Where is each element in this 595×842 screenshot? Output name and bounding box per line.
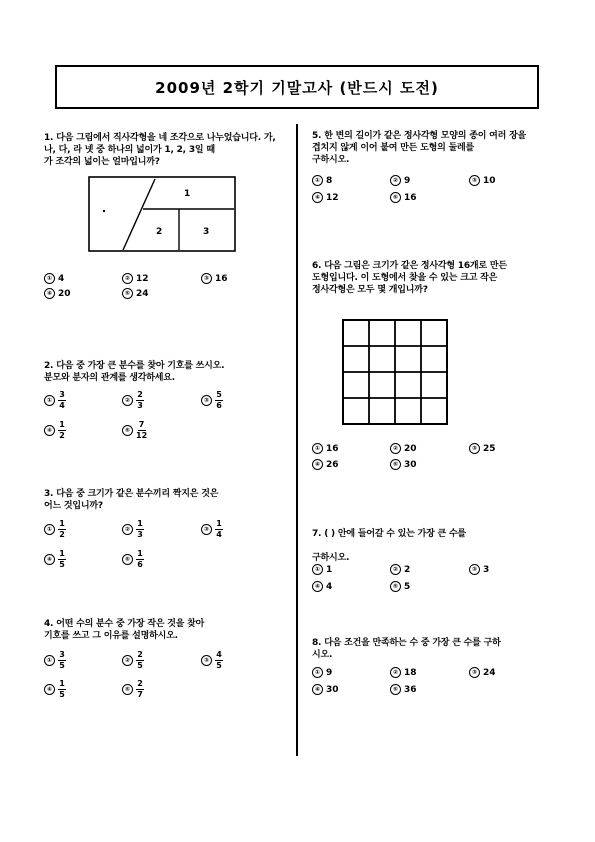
denominator: 5 <box>216 661 222 670</box>
q6-option-2[interactable] <box>390 443 417 454</box>
option-marker: ③ <box>201 273 212 284</box>
numerator: 1 <box>59 420 65 429</box>
option-marker: ③ <box>469 564 480 575</box>
question-2-line-2: 분모와 분자의 관계를 생각하세요. <box>44 373 175 383</box>
option-marker: ⑤ <box>122 425 133 436</box>
denominator: 2 <box>59 431 65 440</box>
option-marker: ② <box>390 443 401 454</box>
option-label: 1 <box>326 564 333 575</box>
option-marker: ⑤ <box>122 288 133 299</box>
q8-option-1[interactable] <box>312 667 332 678</box>
option-label: 36 <box>404 684 417 695</box>
option-marker: ④ <box>44 554 55 565</box>
denominator: 7 <box>137 690 143 699</box>
question-6-grid-figure <box>342 319 448 425</box>
q7-option-5[interactable] <box>390 581 410 592</box>
option-marker: ③ <box>469 175 480 186</box>
q1-option-4[interactable] <box>44 288 71 299</box>
fraction <box>58 651 66 670</box>
q6-option-4[interactable] <box>312 459 339 470</box>
question-3-text <box>44 488 284 512</box>
q2-option-2[interactable] <box>122 391 144 410</box>
q8-option-3[interactable] <box>469 667 496 678</box>
q5-option-5[interactable] <box>390 192 417 203</box>
question-7-text <box>312 522 552 570</box>
option-marker: ④ <box>312 581 323 592</box>
question-1-line-2: 가 조각의 넓이는 얼마입니까? <box>44 157 160 167</box>
q2-option-4[interactable] <box>44 421 66 440</box>
option-marker: ③ <box>201 395 212 406</box>
numerator: 7 <box>138 420 145 429</box>
q8-option-4[interactable] <box>312 684 339 695</box>
question-3-line-2: 어느 것입니까? <box>44 501 103 511</box>
option-label: 16 <box>326 443 339 454</box>
numerator: 1 <box>59 519 65 528</box>
denominator: 5 <box>59 560 65 569</box>
question-6-line-1: 6. 다음 그림은 크기가 같은 정사각형 16개로 만든 <box>312 261 507 271</box>
denominator: 12 <box>136 431 148 440</box>
option-label: 20 <box>58 288 71 299</box>
option-marker: ① <box>312 667 323 678</box>
column-divider <box>296 124 298 756</box>
option-label: 30 <box>404 459 417 470</box>
option-label: 30 <box>326 684 339 695</box>
question-2-line-1: 2. 다음 중 가장 큰 분수를 찾아 기호를 쓰시오. <box>44 361 225 371</box>
q4-option-1[interactable] <box>44 651 66 670</box>
question-5-line-2: 겹치지 않게 이어 붙여 만든 도형의 둘레를 <box>312 143 474 153</box>
option-label: 25 <box>483 443 496 454</box>
q2-option-5[interactable] <box>122 421 147 440</box>
page-title: 2009년 2학기 기말고사 (반드시 도전) <box>155 78 439 97</box>
question-8-line-2: 시오. <box>312 650 333 660</box>
numerator: 3 <box>59 390 65 399</box>
denominator: 5 <box>59 690 65 699</box>
option-marker: ④ <box>312 459 323 470</box>
question-8-line-1: 8. 다음 조건을 만족하는 수 중 가장 큰 수를 구하 <box>312 638 501 648</box>
option-marker: ⑤ <box>390 581 401 592</box>
q2-option-1[interactable] <box>44 391 66 410</box>
option-label: 18 <box>404 667 417 678</box>
option-marker: ② <box>122 524 133 535</box>
denominator: 5 <box>59 661 65 670</box>
question-6-text <box>312 260 552 296</box>
numerator: 3 <box>59 650 65 659</box>
fraction <box>136 421 147 440</box>
option-label: 8 <box>326 175 333 186</box>
q6-option-1[interactable] <box>312 443 339 454</box>
option-marker: ⑤ <box>122 684 133 695</box>
fraction <box>58 680 66 699</box>
option-marker: ② <box>122 395 133 406</box>
denominator: 3 <box>137 530 143 539</box>
option-marker: ④ <box>44 425 55 436</box>
q6-option-3[interactable] <box>469 443 496 454</box>
option-marker: ③ <box>201 524 212 535</box>
figure-label-1: 1 <box>184 189 191 199</box>
q3-option-1[interactable] <box>44 520 66 539</box>
fraction <box>136 391 144 410</box>
numerator: 2 <box>137 390 143 399</box>
numerator: 1 <box>216 519 222 528</box>
q4-option-3[interactable] <box>201 651 223 670</box>
figure-label-3: 3 <box>203 227 210 237</box>
question-3-line-1: 3. 다음 중 크기가 같은 분수끼리 짝지은 것은 <box>44 489 219 499</box>
q6-option-5[interactable] <box>390 459 417 470</box>
option-marker: ③ <box>201 655 212 666</box>
title-box <box>55 65 539 109</box>
option-label: 16 <box>215 273 228 284</box>
numerator: 2 <box>137 650 143 659</box>
q4-option-4[interactable] <box>44 680 66 699</box>
option-label: 9 <box>326 667 333 678</box>
question-1-figure <box>88 176 236 252</box>
fraction <box>136 651 144 670</box>
question-6-line-2: 도형입니다. 이 도형에서 찾을 수 있는 크고 작은 <box>312 273 498 283</box>
numerator: 4 <box>216 650 222 659</box>
fraction <box>58 421 66 440</box>
option-label: 20 <box>404 443 417 454</box>
q5-option-1[interactable] <box>312 175 332 186</box>
option-label: 4 <box>326 581 333 592</box>
denominator: 6 <box>137 560 143 569</box>
fraction <box>58 550 66 569</box>
option-label: 10 <box>483 175 496 186</box>
option-marker: ① <box>312 175 323 186</box>
q7-option-2[interactable] <box>390 564 410 575</box>
question-4-text <box>44 618 284 642</box>
fraction <box>58 391 66 410</box>
q3-option-3[interactable] <box>201 520 223 539</box>
option-label: 9 <box>404 175 411 186</box>
denominator: 3 <box>137 401 143 410</box>
option-marker: ① <box>44 395 55 406</box>
fraction <box>215 520 223 539</box>
numerator: 1 <box>59 549 65 558</box>
question-5-line-1: 5. 한 변의 길이가 같은 정사각형 모양의 종이 여러 장을 <box>312 131 527 141</box>
figure-label-2: 2 <box>156 227 163 237</box>
q7-option-1[interactable] <box>312 564 332 575</box>
fraction <box>215 651 223 670</box>
question-7-line-2: 구하시오. <box>312 553 350 563</box>
denominator: 2 <box>59 530 65 539</box>
numerator: 1 <box>137 549 143 558</box>
option-label: 2 <box>404 564 411 575</box>
option-marker: ④ <box>312 684 323 695</box>
option-marker: ① <box>312 443 323 454</box>
option-label: 3 <box>483 564 490 575</box>
question-4-line-1: 4. 어떤 수의 분수 중 가장 작은 것을 찾아 <box>44 619 205 629</box>
q5-option-3[interactable] <box>469 175 496 186</box>
option-marker: ② <box>390 564 401 575</box>
option-marker: ① <box>44 524 55 535</box>
q1-option-1[interactable] <box>44 273 64 284</box>
denominator: 4 <box>216 530 222 539</box>
option-marker: ③ <box>469 443 480 454</box>
fraction <box>215 391 223 410</box>
denominator: 5 <box>137 661 143 670</box>
q3-option-5[interactable] <box>122 550 144 569</box>
q1-option-5[interactable] <box>122 288 149 299</box>
numerator: 2 <box>137 679 143 688</box>
option-marker: ⑤ <box>390 684 401 695</box>
question-5-line-3: 구하시오. <box>312 155 350 165</box>
numerator: 1 <box>59 679 65 688</box>
question-5-text <box>312 130 552 166</box>
fraction <box>136 520 144 539</box>
option-marker: ② <box>122 273 133 284</box>
denominator: 4 <box>59 401 65 410</box>
option-label: 16 <box>404 192 417 203</box>
option-marker: ④ <box>44 684 55 695</box>
option-marker: ② <box>390 175 401 186</box>
question-7-line-1: 7. ( ) 안에 들어갈 수 있는 가장 큰 수를 <box>312 529 466 539</box>
q4-option-2[interactable] <box>122 651 144 670</box>
option-marker: ① <box>44 273 55 284</box>
option-marker: ③ <box>469 667 480 678</box>
question-8-text <box>312 637 552 661</box>
question-1-text <box>44 132 276 168</box>
option-label: 12 <box>136 273 149 284</box>
option-marker: ① <box>44 655 55 666</box>
fraction <box>136 680 144 699</box>
option-marker: ⑤ <box>390 192 401 203</box>
option-label: 24 <box>136 288 149 299</box>
option-label: 26 <box>326 459 339 470</box>
q2-option-3[interactable] <box>201 391 223 410</box>
q7-option-4[interactable] <box>312 581 332 592</box>
q1-option-3[interactable] <box>201 273 228 284</box>
option-label: 24 <box>483 667 496 678</box>
numerator: 5 <box>216 390 222 399</box>
option-marker: ④ <box>44 288 55 299</box>
fraction <box>136 550 144 569</box>
option-marker: ⑤ <box>122 554 133 565</box>
option-marker: ② <box>122 655 133 666</box>
option-label: 5 <box>404 581 411 592</box>
question-2-text <box>44 360 284 384</box>
numerator: 1 <box>137 519 143 528</box>
question-6-line-3: 정사각형은 모두 몇 개입니까? <box>312 285 428 295</box>
q7-option-3[interactable] <box>469 564 489 575</box>
option-marker: ⑤ <box>390 459 401 470</box>
question-1-line-1: 1. 다음 그림에서 직사각형을 네 조각으로 나누었습니다. 가, 나, 다, 라 넷 중 하나의 넓이가 1, 2, 3일 때 <box>44 133 276 155</box>
option-label: 12 <box>326 192 339 203</box>
q8-option-5[interactable] <box>390 684 417 695</box>
q4-option-5[interactable] <box>122 680 144 699</box>
q1-option-2[interactable] <box>122 273 149 284</box>
option-marker: ④ <box>312 192 323 203</box>
q5-option-2[interactable] <box>390 175 410 186</box>
q5-option-4[interactable] <box>312 192 339 203</box>
q8-option-2[interactable] <box>390 667 417 678</box>
q3-option-2[interactable] <box>122 520 144 539</box>
question-4-line-2: 기호를 쓰고 그 이유를 설명하시오. <box>44 631 178 641</box>
denominator: 6 <box>216 401 222 410</box>
option-marker: ② <box>390 667 401 678</box>
option-label: 4 <box>58 273 65 284</box>
q3-option-4[interactable] <box>44 550 66 569</box>
option-marker: ① <box>312 564 323 575</box>
fraction <box>58 520 66 539</box>
